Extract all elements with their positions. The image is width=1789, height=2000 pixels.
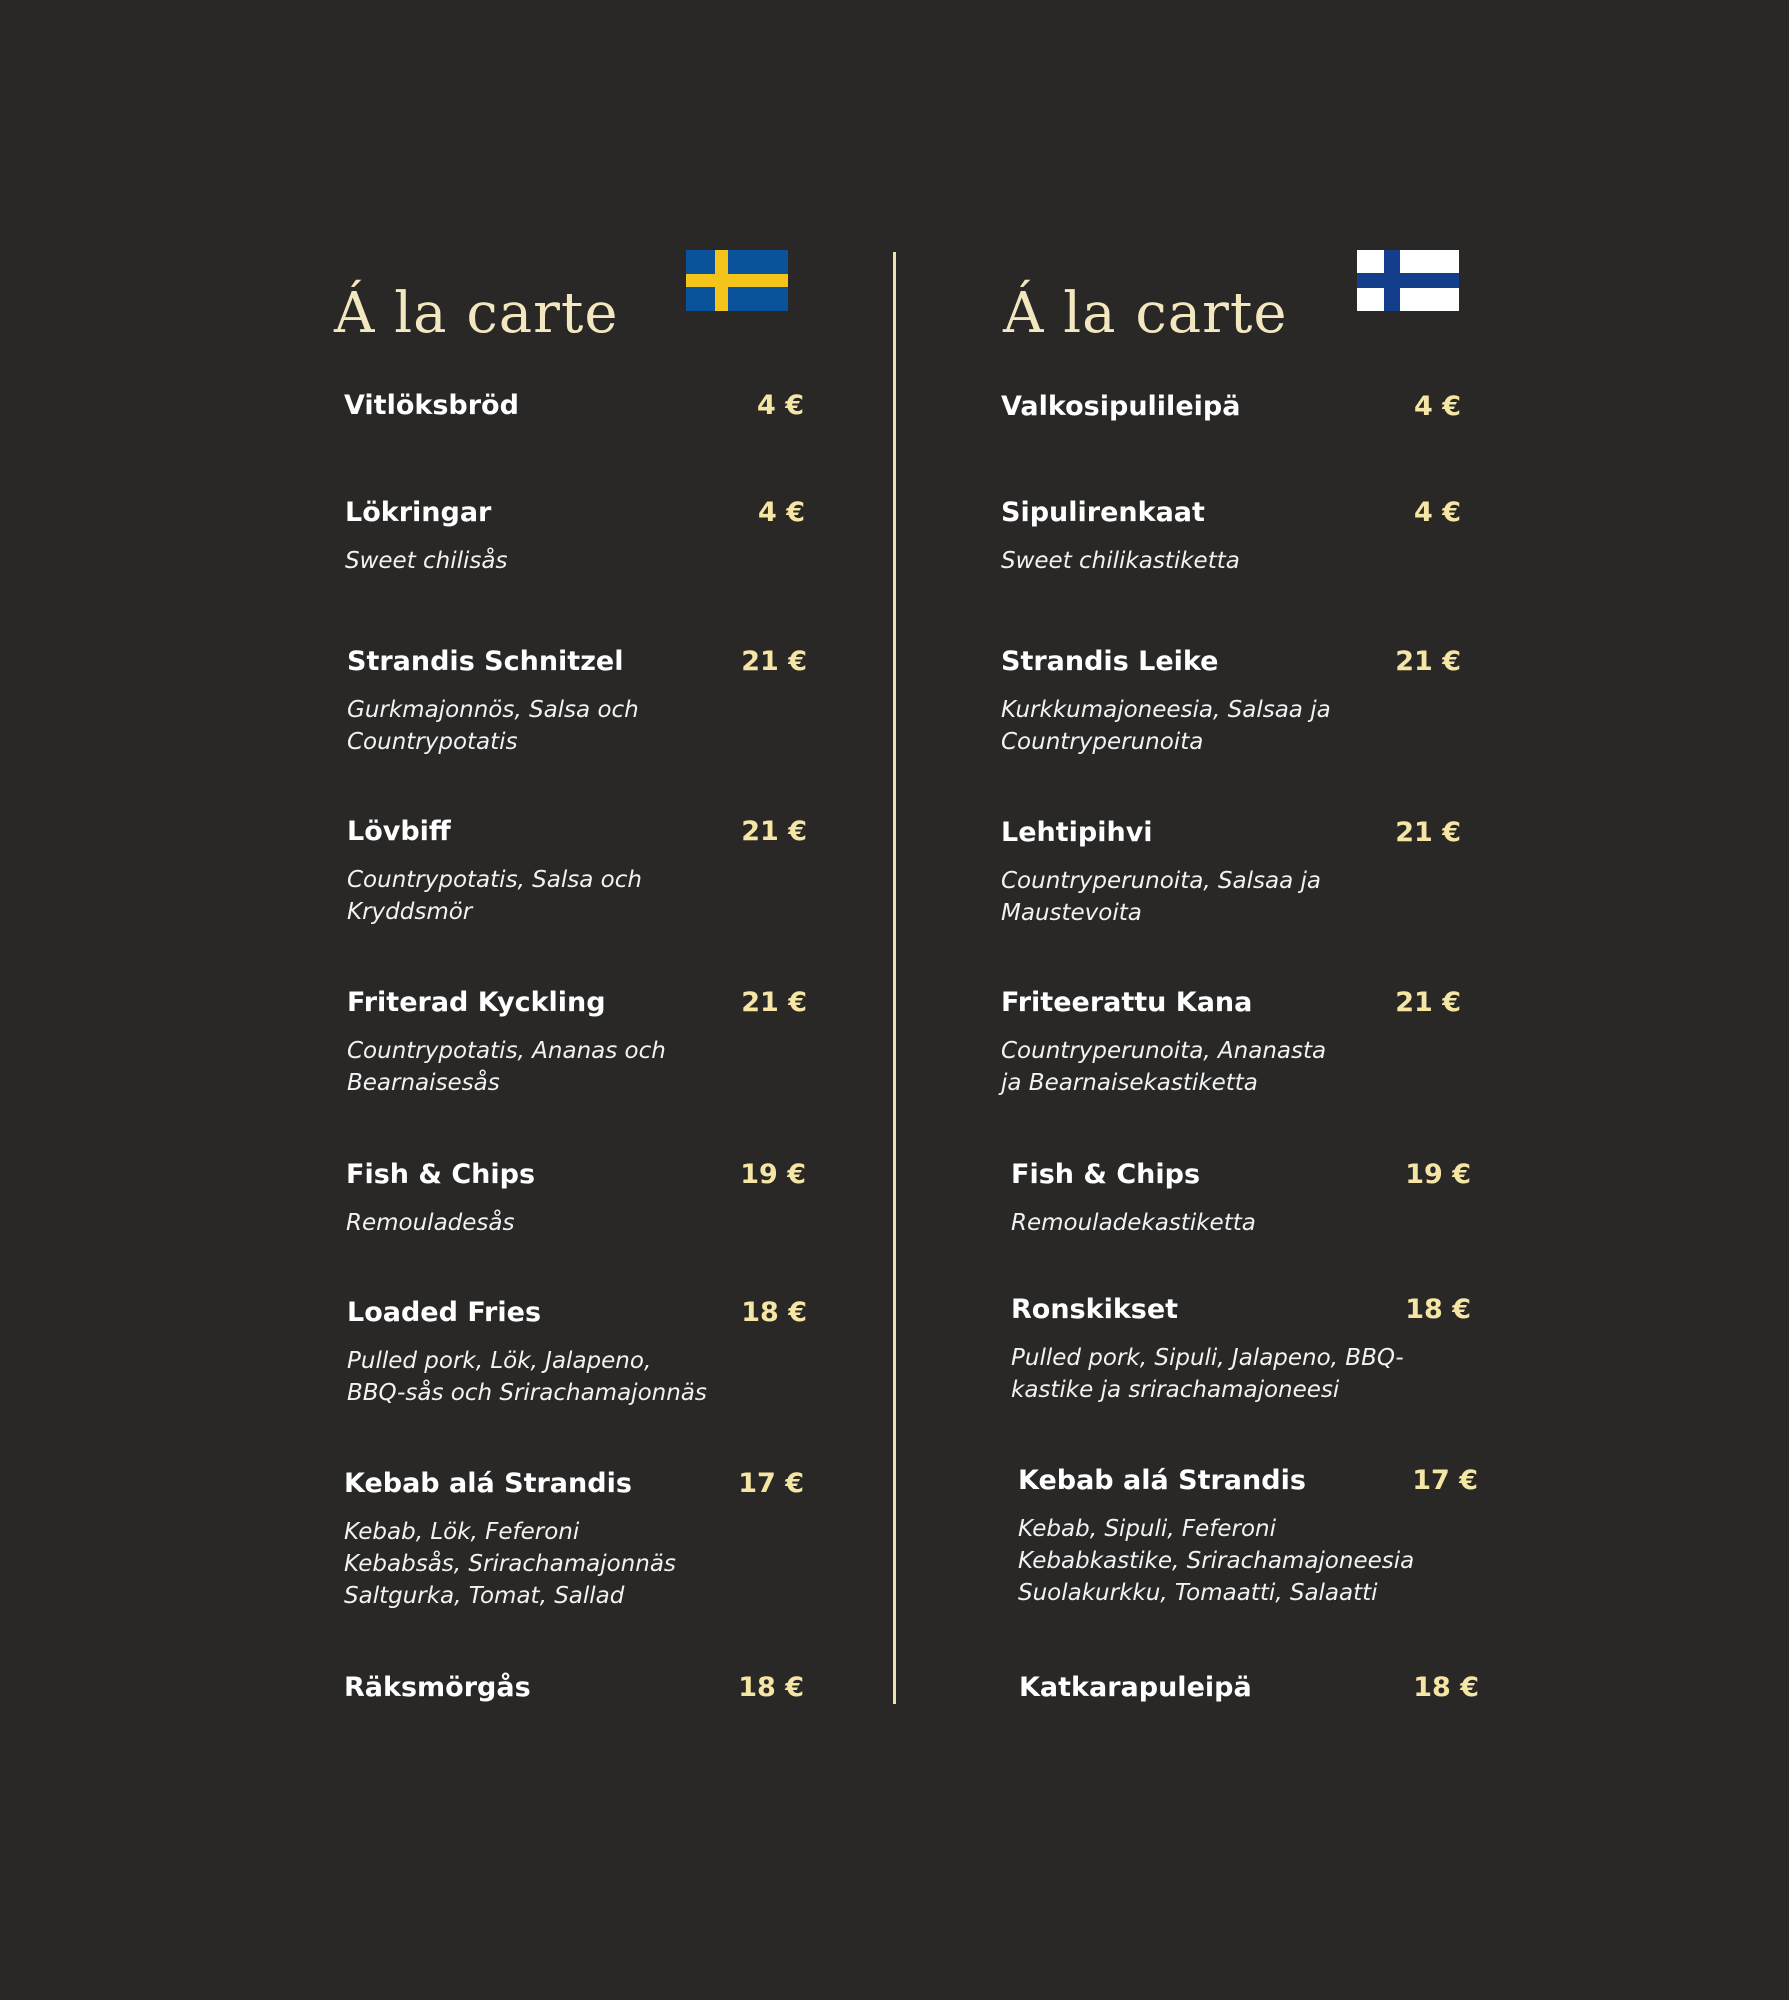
menu-item-price: 18 € (741, 1297, 807, 1328)
menu-item-name: Strandis Leike (1001, 646, 1219, 677)
menu-item-name: Strandis Schnitzel (347, 646, 624, 677)
menu-item-name: Valkosipulileipä (1001, 391, 1241, 422)
menu-item-name: Sipulirenkaat (1001, 497, 1205, 528)
menu-item-price: 18 € (1413, 1672, 1479, 1703)
menu-item-description: Pulled pork, Sipuli, Jalapeno, BBQ- kastike ja srirachamajoneesi (1011, 1345, 1404, 1403)
menu-item-description: Kurkkumajoneesia, Salsaa ja Countryperunoita (1001, 697, 1331, 755)
menu-item-price: 4 € (757, 390, 804, 421)
menu-item-description: Gurkmajonnös, Salsa och Countrypotatis (347, 697, 639, 755)
menu-item-price: 21 € (1395, 987, 1461, 1018)
menu-item-description: Sweet chilisås (345, 548, 508, 574)
menu-item-name: Katkarapuleipä (1019, 1672, 1252, 1703)
menu-item-price: 18 € (1405, 1294, 1471, 1325)
menu-item-price: 4 € (758, 497, 805, 528)
menu-item-description: Countryperunoita, Salsaa ja Maustevoita (1001, 868, 1321, 926)
menu-item-name: Kebab alá Strandis (344, 1468, 632, 1499)
menu-item-name: Loaded Fries (347, 1297, 542, 1328)
swedish-flag-icon (686, 250, 788, 311)
menu-item-price: 4 € (1414, 497, 1461, 528)
menu-item-name: Kebab alá Strandis (1018, 1465, 1306, 1496)
menu-item-price: 21 € (1395, 646, 1461, 677)
menu-item-price: 21 € (741, 987, 807, 1018)
swedish-menu-title: Á la carte (334, 280, 619, 346)
finnish-menu-column (1001, 0, 1561, 2000)
menu-item-name: Friteerattu Kana (1001, 987, 1253, 1018)
menu-item-description: Kebab, Sipuli, Feferoni Kebabkastike, Srirachamajoneesia Suolakurkku, Tomaatti, Salaatti (1018, 1516, 1415, 1606)
menu-item-price: 17 € (1412, 1465, 1478, 1496)
menu-item-price: 17 € (738, 1468, 804, 1499)
menu-item-price: 21 € (741, 816, 807, 847)
menu-item-description: Countrypotatis, Salsa och Kryddsmör (347, 867, 642, 925)
menu-item-description: Remouladekastiketta (1011, 1210, 1256, 1236)
menu-item-name: Fish & Chips (1011, 1159, 1201, 1190)
menu-item-description: Sweet chilikastiketta (1001, 548, 1240, 574)
menu-item-description: Countrypotatis, Ananas och Bearnaisesås (347, 1038, 666, 1096)
menu-item-price: 4 € (1414, 391, 1461, 422)
swedish-menu-column (332, 0, 892, 2000)
menu-item-name: Fish & Chips (346, 1159, 536, 1190)
menu-item-description: Pulled pork, Lök, Jalapeno, BBQ-sås och Srirachamajonnäs (347, 1348, 707, 1406)
menu-item-description: Countryperunoita, Ananasta ja Bearnaisekastiketta (1001, 1038, 1327, 1096)
menu-item-name: Vitlöksbröd (344, 390, 519, 421)
menu-item-name: Lökringar (345, 497, 492, 528)
menu-item-name: Räksmörgås (344, 1672, 531, 1703)
menu-item-description: Remouladesås (346, 1210, 515, 1236)
menu-item-description: Kebab, Lök, Feferoni Kebabsås, Srirachamajonnäs Saltgurka, Tomat, Sallad (344, 1519, 676, 1609)
finnish-flag-icon (1357, 250, 1459, 311)
menu-item-name: Ronskikset (1011, 1294, 1179, 1325)
menu-item-price: 18 € (738, 1672, 804, 1703)
menu-item-name: Lehtipihvi (1001, 817, 1153, 848)
menu-item-price: 19 € (1405, 1159, 1471, 1190)
menu-item-price: 19 € (740, 1159, 806, 1190)
menu-item-price: 21 € (1395, 817, 1461, 848)
column-divider (893, 252, 896, 1704)
menu-item-name: Friterad Kyckling (347, 987, 606, 1018)
menu-item-name: Lövbiff (347, 816, 451, 847)
menu-item-price: 21 € (741, 646, 807, 677)
finnish-menu-title: Á la carte (1003, 280, 1288, 346)
